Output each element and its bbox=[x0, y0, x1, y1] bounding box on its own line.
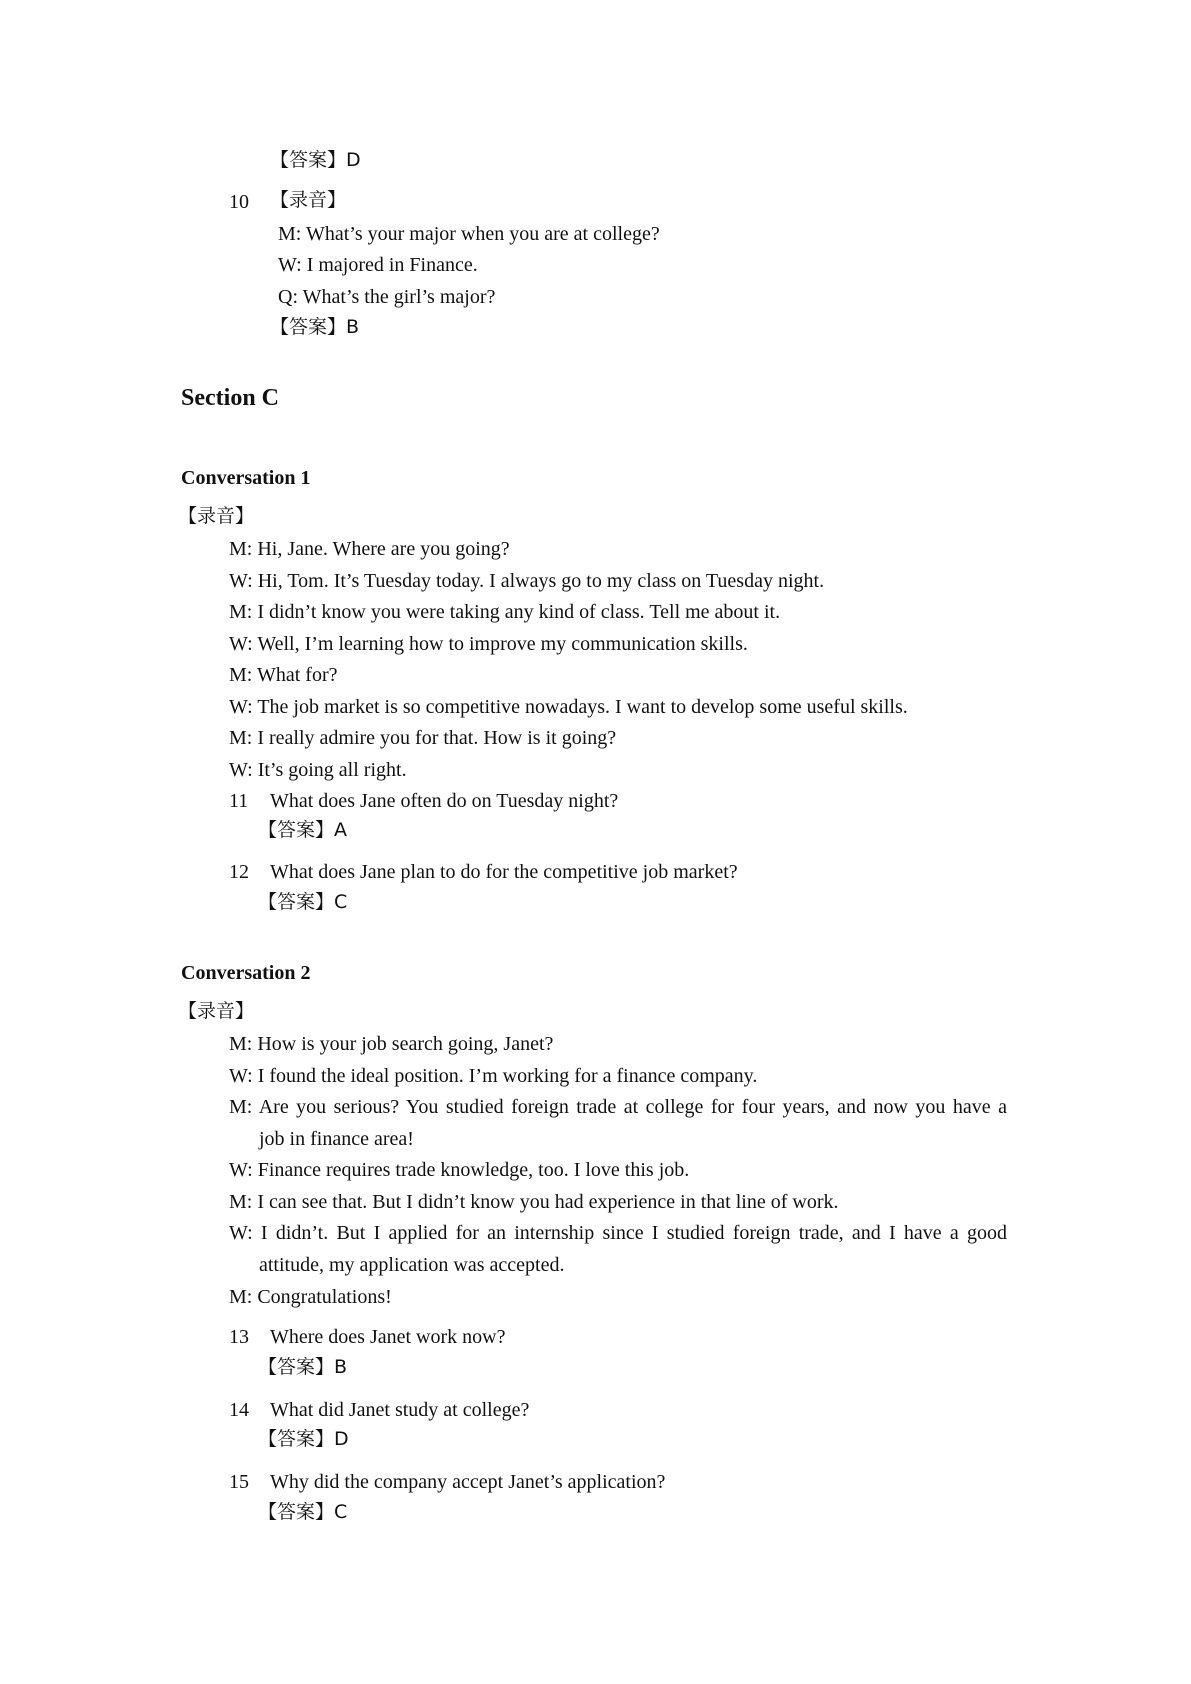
conv1-line-3: M: I didn’t know you were taking any kind of class. Tell me about it. bbox=[229, 601, 781, 623]
conv1-line-6: W: The job market is so competitive nowadays. I want to develop some useful skills. bbox=[229, 696, 908, 718]
conv2-line-7: M: Congratulations! bbox=[229, 1286, 392, 1308]
conv2-line-5: M: I can see that. But I didn’t know you had experience in that line of work. bbox=[229, 1191, 839, 1213]
answer-prev: 【答案】D bbox=[270, 149, 361, 171]
answer-11: 【答案】A bbox=[258, 819, 347, 841]
conv2-line-3: M: Are you serious? You studied foreign trade at college for four years, and now you have a bbox=[229, 1096, 1007, 1118]
q10-line-2: W: I majored in Finance. bbox=[278, 254, 478, 276]
conv2-line-3-cont: job in finance area! bbox=[259, 1128, 414, 1150]
question-number-14: 14 bbox=[229, 1399, 249, 1421]
conv1-line-2: W: Hi, Tom. It’s Tuesday today. I always go to my class on Tuesday night. bbox=[229, 570, 825, 592]
section-c-title: Section C bbox=[181, 385, 279, 411]
conv2-line-4: W: Finance requires trade knowledge, too. I love this job. bbox=[229, 1159, 690, 1181]
conv2-line-2: W: I found the ideal position. I’m working for a finance company. bbox=[229, 1065, 758, 1087]
conv2-line-1: M: How is your job search going, Janet? bbox=[229, 1033, 554, 1055]
q10-answer: 【答案】B bbox=[270, 316, 360, 338]
question-text-13: Where does Janet work now? bbox=[270, 1326, 506, 1348]
recording-label-q10: 【录音】 bbox=[270, 189, 347, 211]
answer-15: 【答案】C bbox=[258, 1501, 348, 1523]
question-text-12: What does Jane plan to do for the competitive job market? bbox=[270, 861, 738, 883]
question-text-11: What does Jane often do on Tuesday night? bbox=[270, 790, 619, 812]
question-number-15: 15 bbox=[229, 1471, 249, 1493]
answer-13: 【答案】B bbox=[258, 1356, 348, 1378]
question-number-12: 12 bbox=[229, 861, 249, 883]
conv1-line-8: W: It’s going all right. bbox=[229, 759, 407, 781]
answer-14: 【答案】D bbox=[258, 1428, 349, 1450]
conv2-line-6-cont: attitude, my application was accepted. bbox=[259, 1254, 565, 1276]
conversation1-title: Conversation 1 bbox=[181, 467, 311, 489]
answer-12: 【答案】C bbox=[258, 891, 348, 913]
conv2-line-6: W: I didn’t. But I applied for an internship since I studied foreign trade, and I have a good bbox=[229, 1222, 1007, 1244]
question-text-15: Why did the company accept Janet’s application? bbox=[270, 1471, 666, 1493]
conv1-line-4: W: Well, I’m learning how to improve my communication skills. bbox=[229, 633, 748, 655]
conversation2-recording-label: 【录音】 bbox=[178, 1000, 255, 1022]
conv1-line-5: M: What for? bbox=[229, 664, 338, 686]
conversation2-title: Conversation 2 bbox=[181, 962, 311, 984]
question-text-14: What did Janet study at college? bbox=[270, 1399, 530, 1421]
question-number-13: 13 bbox=[229, 1326, 249, 1348]
conv1-line-7: M: I really admire you for that. How is it going? bbox=[229, 727, 617, 749]
question-number-10: 10 bbox=[229, 191, 249, 213]
q10-line-1: M: What’s your major when you are at college? bbox=[278, 223, 660, 245]
question-number-11: 11 bbox=[229, 790, 249, 812]
conv1-line-1: M: Hi, Jane. Where are you going? bbox=[229, 538, 510, 560]
q10-line-3: Q: What’s the girl’s major? bbox=[278, 286, 496, 308]
conversation1-recording-label: 【录音】 bbox=[178, 505, 255, 527]
